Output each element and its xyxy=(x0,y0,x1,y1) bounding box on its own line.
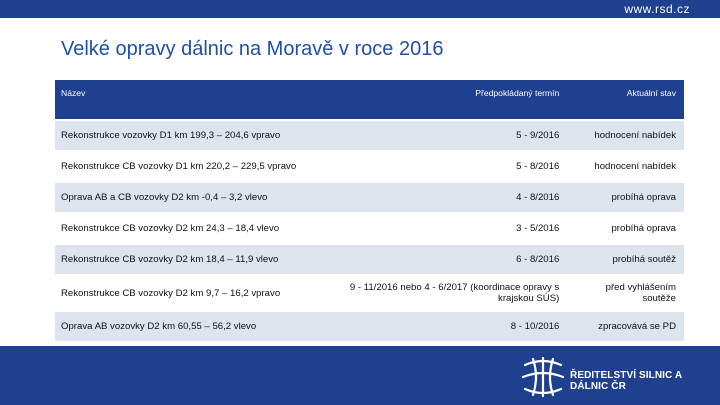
slide-title: Velké opravy dálnic na Moravě v roce 2016 xyxy=(61,38,444,60)
table-row xyxy=(55,276,684,310)
cell-state: probíhá soutěž xyxy=(565,245,684,274)
cell-state-line-1: před vyhlášením xyxy=(605,282,676,293)
cell-name: Rekonstrukce CB vozovky D2 km 18,4 – 11,9 vlevo xyxy=(55,245,333,274)
table-row xyxy=(55,121,684,150)
table-row xyxy=(55,214,684,243)
table-row xyxy=(55,312,684,341)
cell-term: 3 - 5/2016 xyxy=(333,214,566,243)
cell-term: 5 - 9/2016 xyxy=(333,121,566,150)
table-header-row xyxy=(55,80,684,119)
cell-state: hodnocení nabídek xyxy=(565,152,684,181)
cell-term: 8 - 10/2016 xyxy=(333,312,566,341)
cell-name: Rekonstrukce vozovky D1 km 199,3 – 204,6 vpravo xyxy=(55,121,333,150)
rsd-logo-text: ŘEDITELSTVÍ SILNIC A DÁLNIC ČR xyxy=(570,370,682,392)
cell-state: probíhá oprava xyxy=(565,183,684,212)
cell-state: hodnocení nabídek xyxy=(565,121,684,150)
cell-name: Rekonstrukce CB vozovky D2 km 24,3 – 18,4 vlevo xyxy=(55,214,333,243)
column-header-state: Aktuální stav xyxy=(565,80,684,119)
cell-name: Oprava AB vozovky D2 km 60,55 – 56,2 vlevo xyxy=(55,312,333,341)
cell-name: Oprava AB a CB vozovky D2 km -0,4 – 3,2 vlevo xyxy=(55,183,333,212)
rsd-logo-icon xyxy=(519,355,567,399)
table-row xyxy=(55,183,684,212)
cell-state-line-2: soutěže xyxy=(642,293,676,304)
table-row xyxy=(55,245,684,274)
cell-state: zpracovává se PD xyxy=(565,312,684,341)
table-row xyxy=(55,152,684,181)
top-bar xyxy=(0,0,720,18)
cell-term: 4 - 8/2016 xyxy=(333,183,566,212)
cell-term-line-2: krajskou SÚS) xyxy=(498,293,560,304)
cell-name: Rekonstrukce CB vozovky D2 km 9,7 – 16,2 vpravo xyxy=(55,276,333,310)
cell-term xyxy=(333,276,566,310)
column-header-name: Název xyxy=(55,80,333,119)
cell-term-line-1: 9 - 11/2016 nebo 4 - 6/2017 (koordinace opravy s xyxy=(349,282,560,293)
cell-state xyxy=(565,276,684,310)
repairs-table xyxy=(55,78,684,343)
cell-term: 6 - 8/2016 xyxy=(333,245,566,274)
cell-state: probíhá oprava xyxy=(565,214,684,243)
website-url: www.rsd.cz xyxy=(624,2,690,16)
cell-name: Rekonstrukce CB vozovky D1 km 220,2 – 229,5 vpravo xyxy=(55,152,333,181)
column-header-term: Předpokládaný termín xyxy=(333,80,566,119)
cell-term: 5 - 8/2016 xyxy=(333,152,566,181)
